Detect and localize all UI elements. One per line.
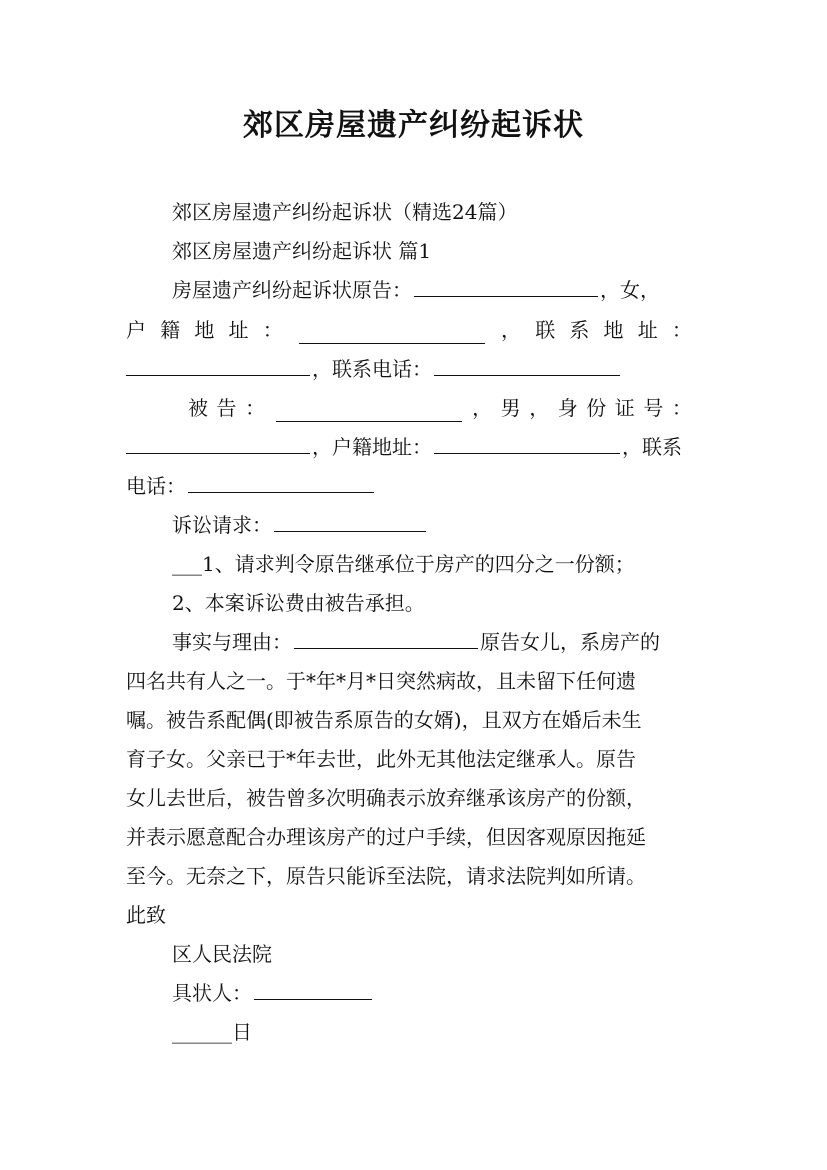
facts-line-7: 至今。无奈之下，原告只能诉至法院，请求法院判如所请。 bbox=[126, 864, 646, 888]
address-label-char: 籍 bbox=[160, 318, 181, 342]
claim-item-1-prefix: ___ bbox=[172, 552, 202, 576]
claims-line bbox=[172, 511, 428, 539]
defendant-name-blank bbox=[276, 401, 462, 422]
claim-item-1 bbox=[172, 550, 635, 578]
claim-item-2: 2、本案诉讼费由被告承担。 bbox=[172, 591, 425, 615]
facts-label: 事实与理由： bbox=[172, 630, 292, 654]
section-heading: 郊区房屋遗产纠纷起诉状 篇1 bbox=[172, 239, 432, 263]
signer-line bbox=[172, 979, 374, 1007]
signer-label: 具状人： bbox=[172, 981, 252, 1005]
defendant-label-char: ： bbox=[245, 396, 266, 420]
facts-line-6: 并表示愿意配合办理该房产的过户手续，但因客观原因拖延 bbox=[126, 825, 646, 849]
defendant-address-label: ，户籍地址： bbox=[312, 435, 432, 459]
plaintiff-name-blank bbox=[414, 276, 598, 297]
signer-blank bbox=[254, 979, 372, 1000]
court-name: 区人民法院 bbox=[172, 942, 272, 966]
contact-label-char: ： bbox=[671, 318, 692, 342]
contact-label-char: 址 bbox=[637, 318, 658, 342]
defendant-address-line bbox=[126, 433, 682, 461]
plaintiff-line bbox=[172, 276, 660, 304]
facts-line-1-tail: 原告女儿，系房产的 bbox=[480, 630, 660, 654]
plaintiff-phone-label: ，联系电话： bbox=[312, 357, 432, 381]
claim-item-1-text: 1、请求判令原告继承位于房产的四分之一份额； bbox=[202, 552, 635, 576]
plaintiff-phone-line bbox=[126, 355, 622, 383]
defendant-gender-char: 号 bbox=[643, 396, 664, 420]
address-label-char: 址 bbox=[228, 318, 249, 342]
contact-label-char: 地 bbox=[603, 318, 624, 342]
plaintiff-contact-address-blank bbox=[126, 355, 310, 376]
contact-label-char: 系 bbox=[569, 318, 590, 342]
defendant-phone-line bbox=[126, 472, 376, 500]
facts-line-1 bbox=[172, 628, 660, 656]
facts-line-4: 育子女。父亲已于*年去世，此外无其他法定继承人。原告 bbox=[126, 747, 636, 771]
claims-label: 诉讼请求： bbox=[172, 513, 272, 537]
defendant-contact-tail: ，联系 bbox=[622, 435, 682, 459]
document-subtitle: 郊区房屋遗产纠纷起诉状（精选24篇） bbox=[172, 200, 518, 224]
address-label-char: 地 bbox=[194, 318, 215, 342]
defendant-gender-char: 份 bbox=[586, 396, 607, 420]
contact-label-char: 联 bbox=[535, 318, 556, 342]
plaintiff-phone-blank bbox=[434, 355, 620, 376]
defendant-gender-char: ， bbox=[472, 396, 493, 420]
facts-line-8: 此致 bbox=[126, 903, 166, 927]
plaintiff-gender: ，女， bbox=[600, 278, 660, 302]
plaintiff-address-blank bbox=[299, 323, 485, 344]
date-prefix: ______ bbox=[172, 1020, 232, 1044]
defendant-phone-blank bbox=[188, 472, 374, 493]
defendant-label-char: 告 bbox=[216, 396, 237, 420]
document-title: 郊区房屋遗产纠纷起诉状 bbox=[243, 108, 584, 143]
contact-label-char: ， bbox=[501, 318, 522, 342]
facts-line-3: 嘱。被告系配偶(即被告系原告的女婿)，且双方在婚后未生 bbox=[126, 708, 642, 732]
plaintiff-lead: 房屋遗产纠纷起诉状原告： bbox=[172, 278, 412, 302]
claims-blank bbox=[274, 511, 426, 532]
defendant-line bbox=[188, 394, 692, 422]
facts-line-2: 四名共有人之一。于*年*月*日突然病故，且未留下任何遗 bbox=[126, 669, 636, 693]
defendant-id-blank bbox=[126, 433, 310, 454]
defendant-address-blank bbox=[434, 433, 620, 454]
defendant-label-char: 被 bbox=[188, 396, 208, 420]
defendant-gender-char: ： bbox=[671, 396, 692, 420]
facts-line-5: 女儿去世后，被告曾多次明确表示放弃继承该房产的份额， bbox=[126, 786, 646, 810]
defendant-phone-label: 电话： bbox=[126, 474, 186, 498]
defendant-gender-char: ， bbox=[529, 396, 550, 420]
address-label-char: 户 bbox=[126, 318, 146, 342]
plaintiff-address-line bbox=[126, 316, 692, 344]
facts-blank bbox=[294, 628, 478, 649]
address-label-char: ： bbox=[262, 318, 283, 342]
date-suffix: 日 bbox=[232, 1020, 252, 1044]
defendant-gender-char: 证 bbox=[614, 396, 635, 420]
date-line bbox=[172, 1018, 252, 1046]
defendant-gender-char: 男 bbox=[500, 396, 521, 420]
defendant-gender-char: 身 bbox=[557, 396, 578, 420]
